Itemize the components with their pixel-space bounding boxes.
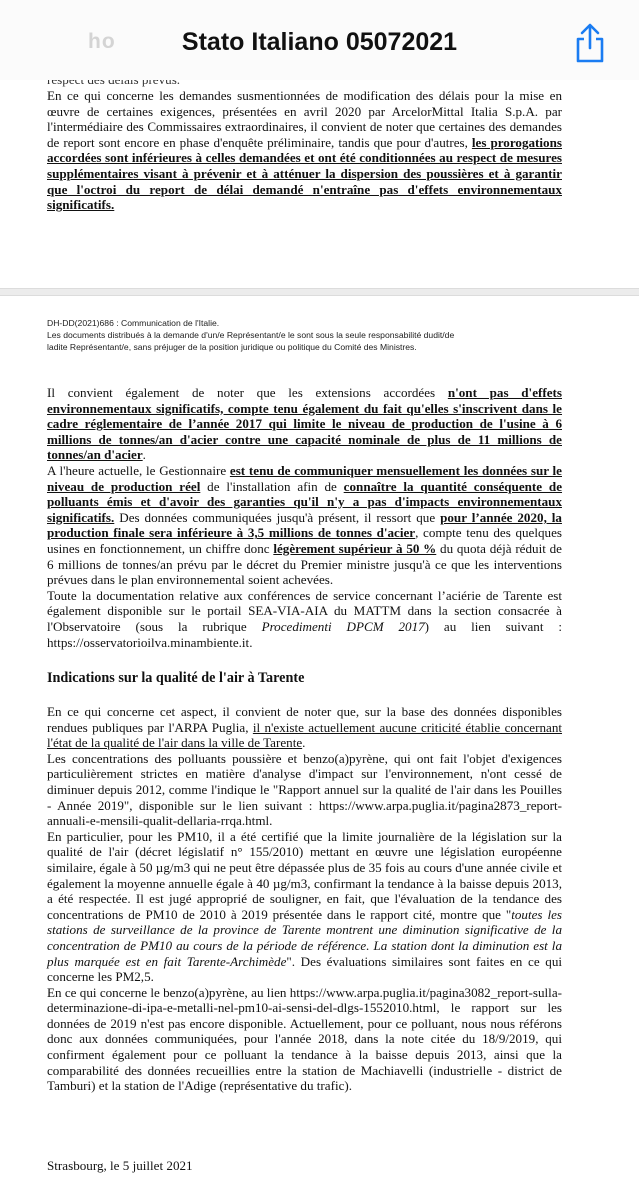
distribution-note — [47, 317, 567, 353]
emphasis-text: est tenu de communiquer mensuellement les données sur le niveau de production réel — [47, 462, 562, 494]
document-page-1 — [0, 72, 639, 290]
emphasis-text: connaître la quantité conséquente de polluants émis et d'avoir des garanties qu'il n'y a pas d'impacts environnementaux significatifs. — [47, 478, 563, 525]
text-run: ) au lien suivant : https://osservatorioilva.minambiente.it. — [47, 618, 562, 650]
document-page-2 — [0, 297, 639, 1200]
section-heading: Indications sur la qualité de l'air à Tarente — [47, 670, 305, 686]
body-text-block — [47, 704, 562, 1094]
text-run: , compte tenu des quelques usines en fonctionnement, un chiffre donc — [47, 525, 562, 556]
page-separator — [0, 288, 639, 296]
note-line: ladite Représentant/e, sans préjuger de la position juridique ou politique du Comité des Ministres. — [47, 342, 417, 352]
paragraph: Les concentrations des polluants poussière et benzo(a)pyrène, qui ont fait l'objet d'exigences particulièrement strictes en matière d'analyse d'impact sur l'environnement, n'ont cessé de diminuer depuis 2012, comme l'indique le "Rapport annuel sur la qualité de l'air dans les Pouilles - Année 2019", disponible sur le lien suivant : https://www.arpa.puglia.it/pagina2873_report-annuali-e-mensili-qualit-dellaria-rrqa.html. — [47, 750, 562, 829]
text-run: ". Des évaluations similaires sont faites en ce qui concerne les PM2,5. — [47, 953, 563, 985]
text-run: Il convient également de noter que les extensions accordées — [47, 385, 448, 400]
document-title: Stato Italiano 05072021 — [181, 28, 458, 56]
emphasis-text: légèrement supérieur à 50 % — [273, 540, 437, 556]
paragraph — [47, 385, 562, 463]
text-run: En ce qui concerne cet aspect, il convient de noter que, sur la base des données disponibles rendues publiques par l'ARPA Puglia, — [47, 704, 562, 735]
emphasis-text: les prorogations accordées sont inférieures à celles demandées et ont été conditionnées au respect de mesures supplémentaires visant à prévenir et à atténuer la dispersion des poussières et à garantir que l'octroi du report de délai demandé n'entraîne pas d'effets environnementaux significatifs. — [47, 134, 562, 213]
text-run: de l'installation afin de — [200, 478, 344, 494]
italic-text: Procedimenti DPCM 2017 — [261, 618, 425, 634]
text-run: En particulier, pour les PM10, il a été certifié que la limite journalière de la législation sur la qualité de l'air (décret législatif n° 155/2010) mettant en œuvre une législation européenne similaire, égale à 50 µg/m3 qui ne peut être dépassée plus de 35 fois au cours d'une année civile et également la moyenne annuelle égale à 40 µg/m3, confirmant la tendance à la baisse depuis 2013, a été respectée. Il est jugé approprié de souligner, en fait, que l'évaluation de la tendance des concentrations de PM10 de 2010 à 2019 présentée dans le rapport cité, montre que " — [47, 828, 562, 922]
text-run: du quota déjà réduit de 6 millions de tonnes/an prévu par le décret du Premier ministre jusqu'à ce que les interventions prévues dans le plan environnemental soient achevées. — [47, 540, 562, 588]
text-run: Toute la documentation relative aux conférences de service concernant l’aciérie de Tarente est également disponible sur le portail SEA-VIA-AIA du MATTM dans la section consacrée à l'Observatoire (sous la rubrique — [47, 587, 562, 634]
underlined-text: il n'existe actuellement aucune criticité établie concernant l'état de la qualité de l'air dans la ville de Tarente — [47, 719, 563, 751]
emphasis-text: pour l’année 2020, la production finale sera inférieure à 3,5 millions de tonnes d'acier — [47, 509, 562, 541]
paragraph — [47, 704, 562, 751]
text-run: . — [302, 735, 306, 751]
paragraph: En ce qui concerne le benzo(a)pyrène, au lien https://www.arpa.puglia.it/pagina3082_report-sulla-determinazione-di-ipa-e-metalli-nel-pm10-ai-sensi-del-dlgs-1552010.html, le rapport sur les données de 2019 n'est pas encore disponible. Actuellement, pour ce polluant, nous nous référons donc aux données communiquées, pour l'année 2018, dans la note citée du 18/9/2019, qui confirment également pour ce polluant la tendance à la baisse depuis 2013, ainsi que la comparabilité des données recueillies entre la station de Machiavelli (industrielle - district de Tamburi) et la station de l'Adige (représentative du trafic). — [47, 984, 562, 1094]
italic-text: toutes les stations de surveillance de la province de Tarente montrent une diminution significative de la concentration de PM10 au cours de la période de référence. La station dont la diminution est la plus marquée est en fait Tarente-Archimède — [47, 906, 562, 969]
paragraph — [47, 829, 562, 985]
share-icon[interactable] — [572, 22, 608, 64]
back-button[interactable]: ho — [88, 30, 116, 53]
text-run: A l'heure actuelle, le Gestionnaire — [47, 462, 230, 478]
text-run: . — [142, 447, 146, 463]
paragraph — [47, 88, 562, 213]
paragraph — [47, 463, 562, 588]
note-line: Les documents distribués à la demande d'un/e Représentant/e le sont sous la seule responsabilité dudit/de — [47, 330, 455, 340]
note-line: DH-DD(2021)686 : Communication de l'Italie. — [47, 318, 220, 328]
paragraph — [47, 588, 562, 650]
text-run: Des données communiquées jusqu'à présent, il ressort que — [114, 509, 441, 525]
body-text-block — [47, 385, 562, 650]
emphasis-text: n'ont pas d'effets environnementaux significatifs, compte tenu également du fait qu'elles s'inscrivent dans le cadre réglementaire de l’année 2017 qui limite le niveau de production de l'usine à 6 millions de tonnes/an d'acier contre une capacité nominale de plus de 11 millions de tonnes/an d'acier — [47, 385, 562, 463]
place-date: Strasbourg, le 5 juillet 2021 — [47, 1158, 193, 1173]
text-run: En ce qui concerne les demandes susmentionnées de modification des délais pour la mise en œuvre de certaines exigences, présentées en avril 2020 par ArcelorMittal Italia S.p.A. par l'intermédiaire des Commissaires extraordinaires, il convient de noter que certaines des demandes de report sont encore en phase d'enquête préliminaire, tandis que pour d'autres, — [47, 88, 562, 150]
top-bar — [0, 0, 639, 80]
